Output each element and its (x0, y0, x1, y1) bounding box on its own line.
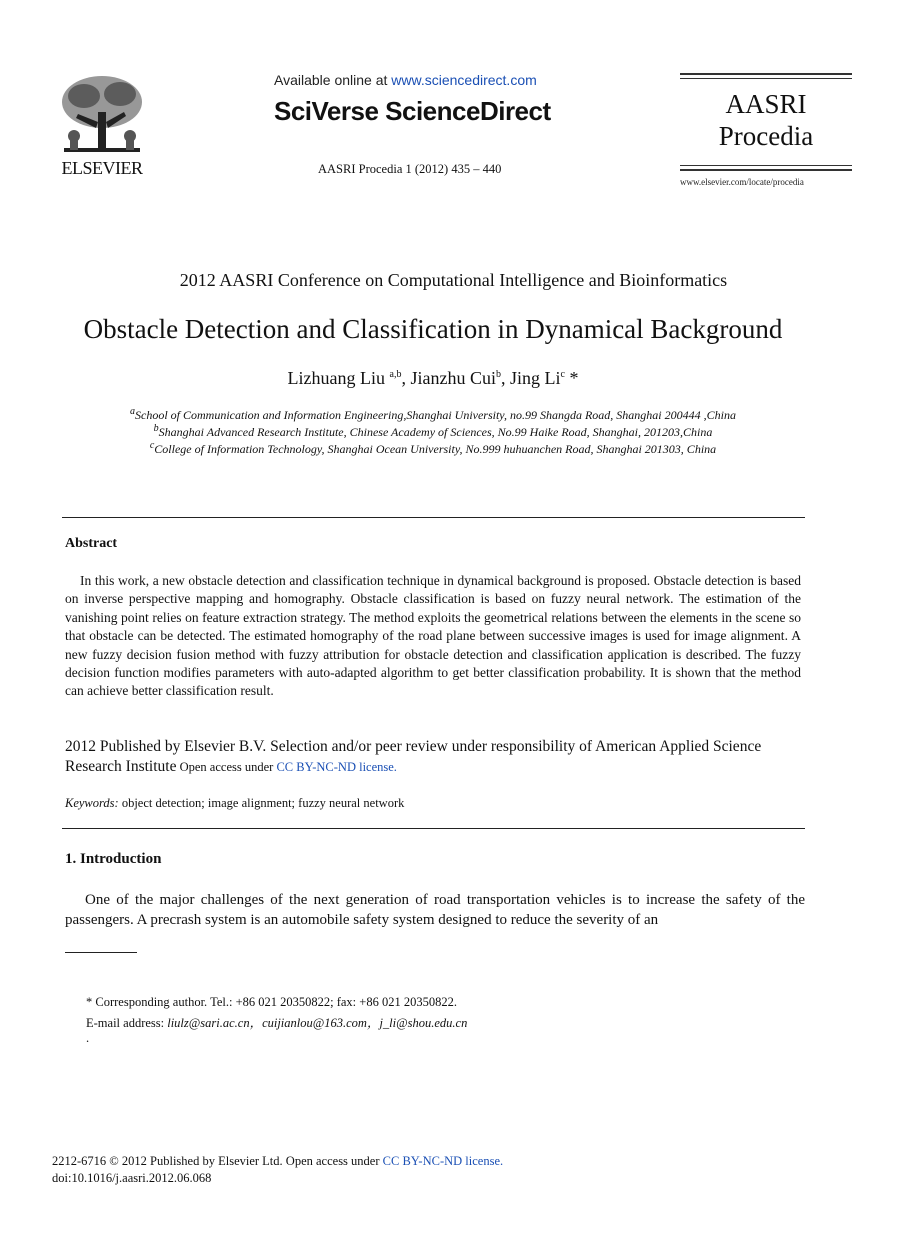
journal-reference: AASRI Procedia 1 (2012) 435 – 440 (318, 162, 502, 176)
affiliation-mark: c (149, 440, 155, 451)
conference-name: 2012 AASRI Conference on Computational Intelligence and Bioinformatics (179, 270, 728, 290)
issn-line (52, 1154, 503, 1169)
affiliation (0, 425, 866, 440)
author-name: Jianzhu Cui (410, 368, 496, 388)
email-label: E-mail address: (86, 1016, 168, 1030)
published-statement (65, 737, 801, 777)
author-affiliation-mark: a,b (389, 369, 402, 380)
elsevier-wordmark: ELSEVIER (61, 158, 143, 178)
keywords-line (65, 796, 404, 811)
journal-name-line2: Procedia (718, 121, 814, 151)
license-link[interactable]: CC BY-NC-ND license. (276, 760, 397, 774)
section-rule (62, 828, 805, 829)
author-separator: , (401, 368, 411, 388)
affiliation-mark: b (153, 423, 159, 434)
sciencedirect-link[interactable]: www.sciencedirect.com (391, 72, 537, 88)
footnote-trailing: . (86, 1031, 90, 1045)
affiliation-mark: a (130, 406, 135, 417)
section-rule (62, 517, 805, 518)
author-name: Jing Li (509, 368, 561, 388)
intro-paragraph: One of the major challenges of the next generation of road transportation vehicles is to increase the safety of the passengers. A precrash system is an automobile safety system designed to reduce the severity of an (65, 892, 805, 928)
affiliation-text: School of Communication and Information Engineering,Shanghai University, no.99 Shangda Road, Shanghai 200444 ,China (135, 408, 736, 422)
available-online-line (274, 72, 537, 88)
section-heading: 1. Introduction (65, 851, 162, 867)
affiliation (0, 442, 866, 457)
masthead-rule (680, 78, 852, 79)
abstract-heading: Abstract (65, 536, 118, 551)
elsevier-logo (54, 72, 150, 180)
published-text: 2012 Published by Elsevier B.V. Selection and/or peer review under responsibility of American Applied Science Research Institute (65, 738, 762, 775)
author-name: Lizhuang Liu (287, 368, 386, 388)
journal-name-line1: AASRI (725, 89, 807, 119)
affiliation (0, 408, 866, 423)
doi-line[interactable]: doi:10.1016/j.aasri.2012.06.068 (52, 1171, 212, 1185)
corresponding-mark: * (564, 368, 579, 388)
masthead-rule (680, 169, 852, 171)
keywords-label: Keywords: (65, 796, 119, 810)
open-access-prefix: Open access under (282, 1154, 383, 1168)
author-affiliation-mark: c (560, 369, 565, 380)
available-prefix: Available online at (274, 72, 392, 88)
copyright-text: 2212-6716 © 2012 Published by Elsevier Ltd. (52, 1154, 283, 1168)
author-affiliation-mark: b (495, 369, 501, 380)
open-access-prefix: Open access under (176, 760, 277, 774)
abstract-text: In this work, a new obstacle detection and classification technique in dynamical background is proposed. Obstacle detection is based on inverse perspective mapping and homography. Obstacle classification is based on fuzzy neural network. The estimation of the vanishing point relies on feature extraction strategy. The method exploits the geometrical relations between the elements in the scene so that obstacle can be detected. The estimated homography of the road plane between successive images is used for image alignment. A new fuzzy decision fusion method with fuzzy attribution for obstacle detection and classification application is described. The fuzzy decision function modifies parameters with auto-adapted algorithm to get better classification probability. It is shown that the method can achieve better classification result. (65, 573, 801, 699)
paper-title: Obstacle Detection and Classification in Dynamical Background (83, 314, 783, 344)
author-list (0, 368, 866, 389)
author-separator: , (500, 368, 510, 388)
affiliation-text: Shanghai Advanced Research Institute, Chinese Academy of Sciences, No.99 Haike Road, Shanghai, 201203,China (158, 425, 713, 439)
corresponding-author-note: * Corresponding author. Tel.: +86 021 20350822; fax: +86 021 20350822. (86, 995, 457, 1009)
license-link[interactable]: CC BY-NC-ND license. (382, 1154, 504, 1168)
sciverse-logo: SciVerse ScienceDirect (274, 96, 551, 126)
footnote-rule (65, 952, 137, 953)
masthead-rule (680, 73, 852, 75)
email-addresses: liulz@sari.ac.cn，cuijianlou@163.com，j_li@shou.edu.cn (167, 1016, 468, 1030)
affiliation-text: College of Information Technology, Shanghai Ocean University, No.999 huhuanchen Road, Shanghai 201303, China (154, 442, 717, 456)
keywords-text: object detection; image alignment; fuzzy neural network (118, 796, 405, 810)
masthead-rule (680, 165, 852, 166)
email-note (86, 1013, 467, 1031)
journal-masthead (680, 73, 852, 173)
journal-url[interactable]: www.elsevier.com/locate/procedia (680, 177, 804, 187)
